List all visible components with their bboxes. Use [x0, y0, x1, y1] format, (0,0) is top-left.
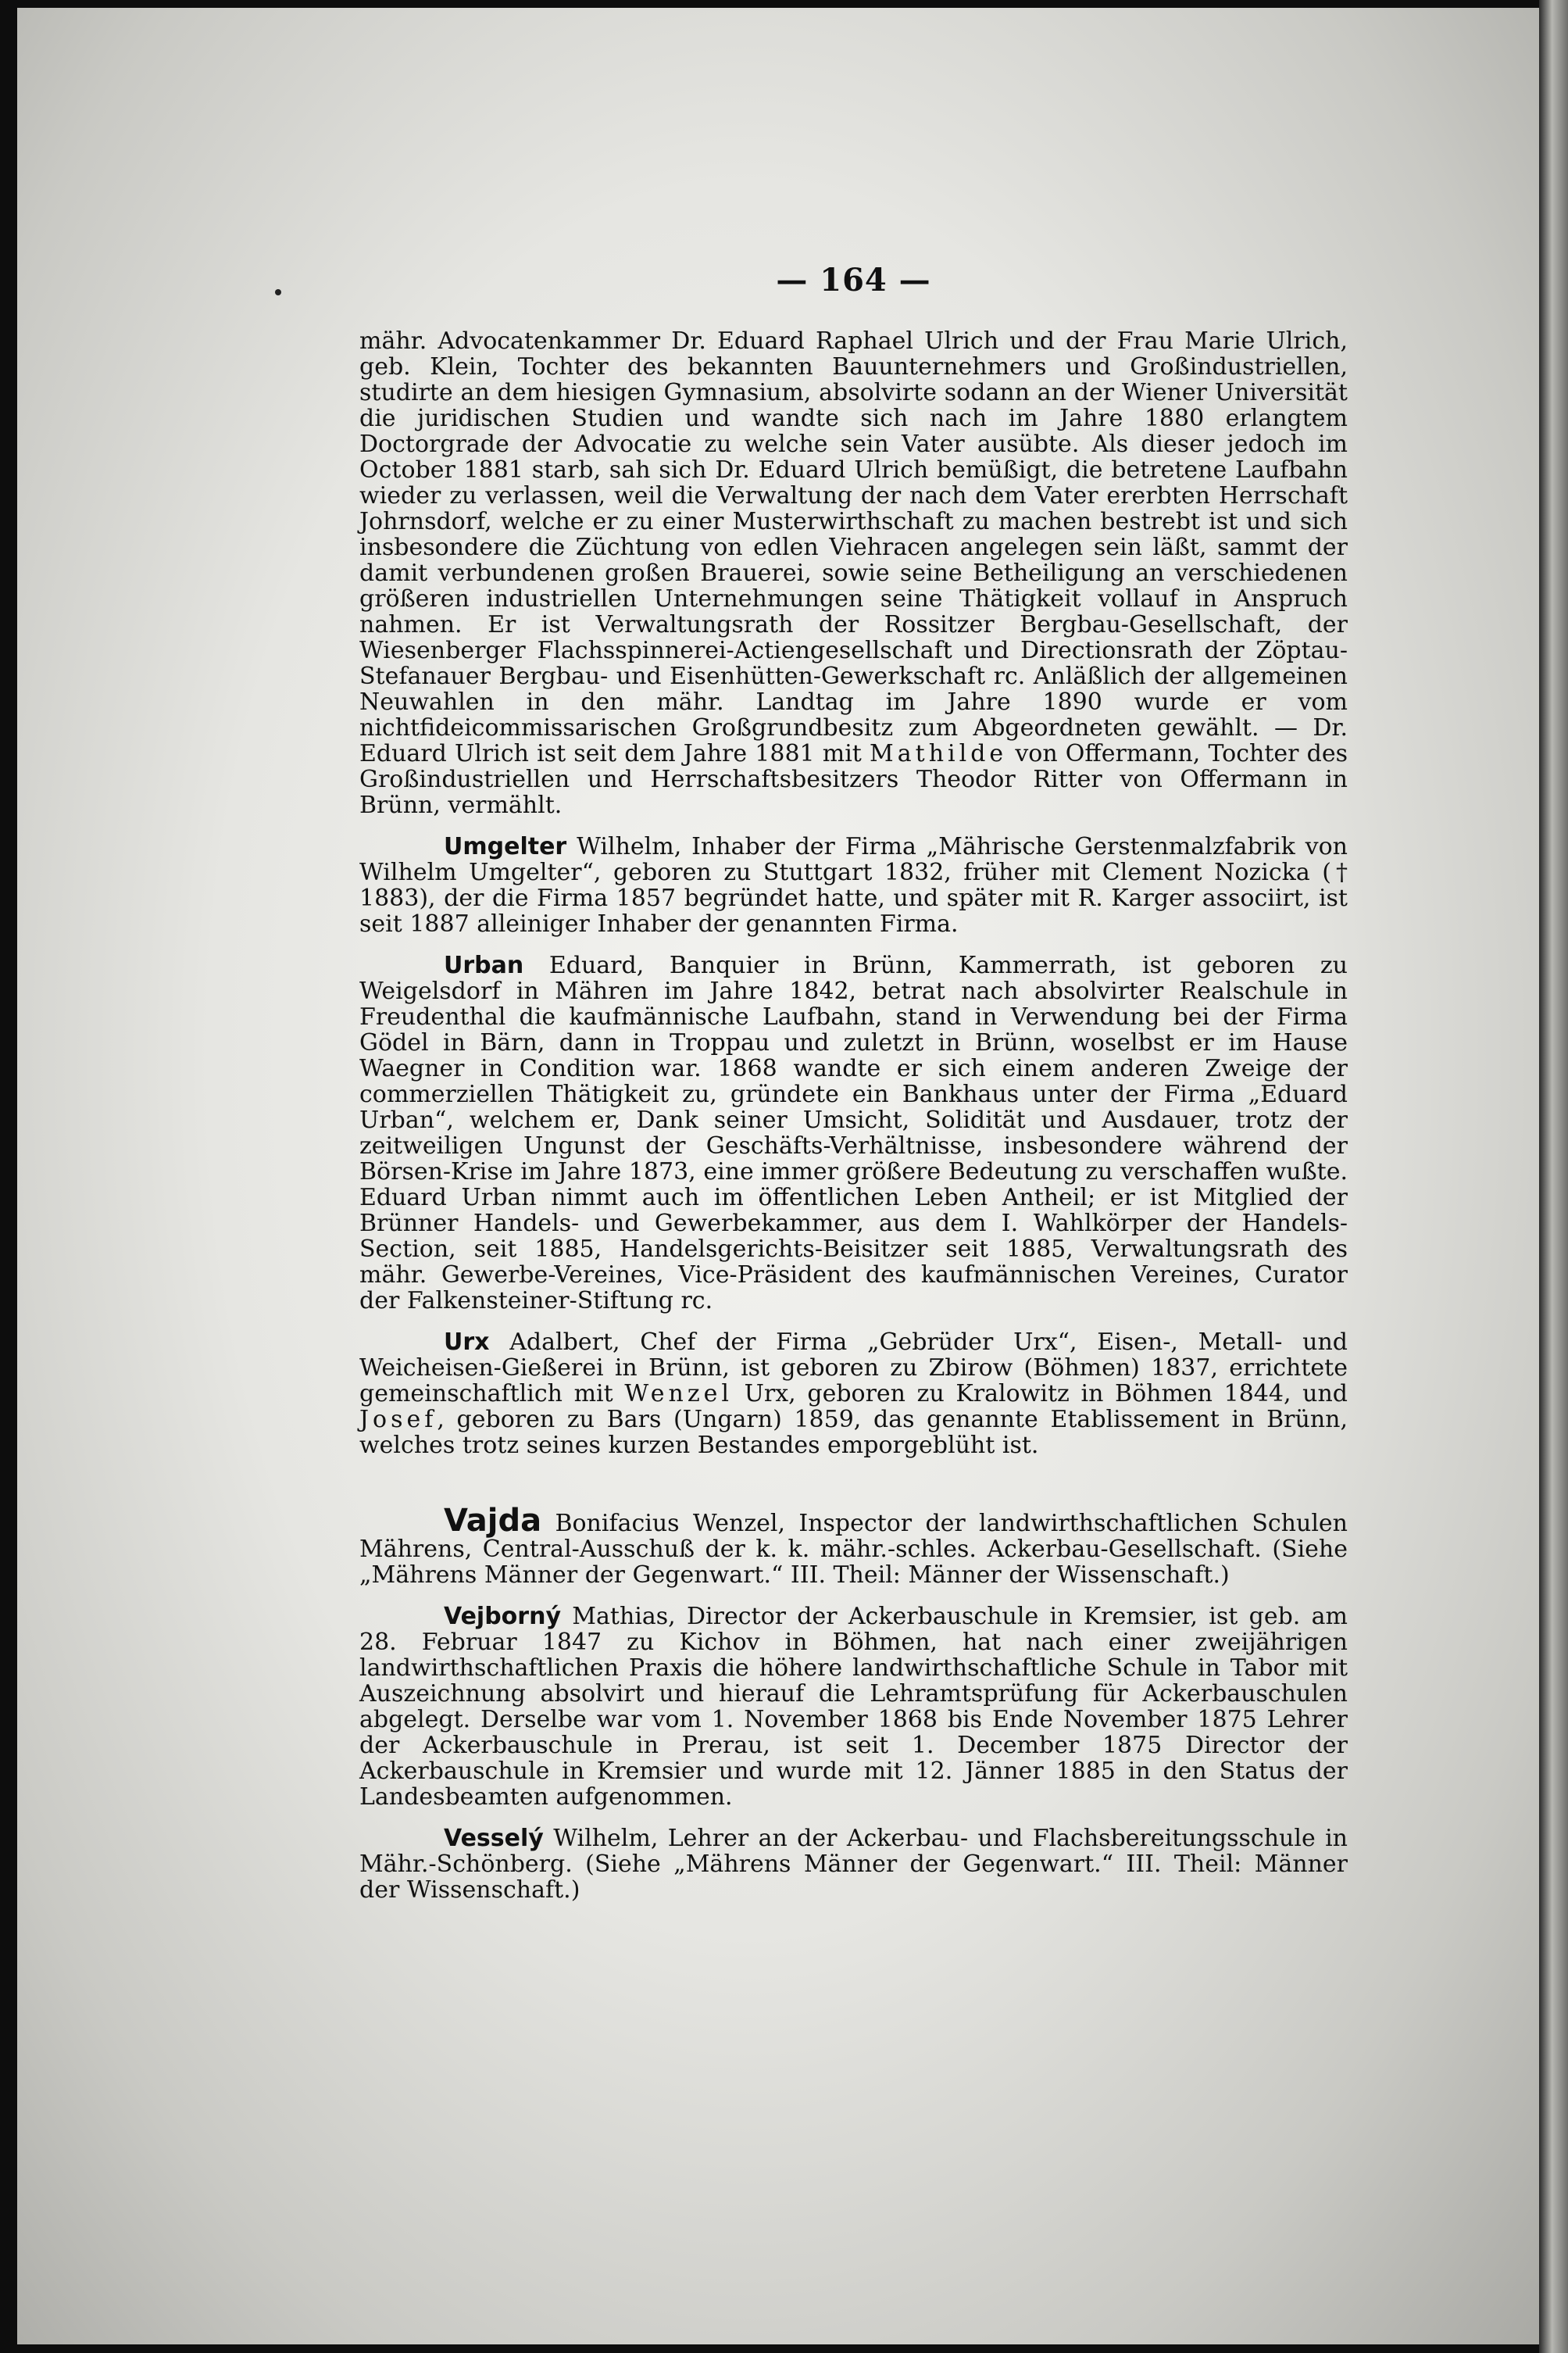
- entry-urban: [359, 953, 1348, 1314]
- entry-text-after: , geboren zu Bars (Ungarn) 1859, das genannte Etablissement in Brünn, welches trotz seines kurzen Bestandes emporgeblüht ist.: [359, 1406, 1348, 1459]
- margin-dot: [275, 289, 281, 295]
- text-block: [359, 262, 1348, 1919]
- page-number: — 164 —: [776, 262, 931, 299]
- entry-text: Eduard, Banquier in Brünn, Kammerrath, ist geboren zu Weigelsdorf in Mähren im Jahre 1842, betrat nach absolvirter Realschule in Freudenthal die kaufmännische Laufbahn, stand in Verwendung bei der Firma Gödel in Bärn, dann in Troppau und zuletzt in Brünn, woselbst er im Hause Waegner in Condition war. 1868 wandte er sich einem anderen Zweige der commerziellen Thätigkeit zu, gründete ein Bankhaus unter der Firma „Eduard Urban“, welchem er, Dank seiner Umsicht, Solidität und Ausdauer, trotz der zeitweiligen Ungunst der Geschäfts-Verhältnisse, insbesondere während der Börsen-Krise im Jahre 1873, eine immer größere Bedeutung zu verschaffen wußte. Eduard Urban nimmt auch im öffentlichen Leben Antheil; er ist Mitglied der Brünner Handels- und Gewerbekammer, aus dem I. Wahlkörper der Handels-Section, seit 1885, Handelsgerichts-Beisitzer seit 1885, Verwaltungsrath des mähr. Gewerbe-Vereines, Vice-Präsident des kaufmännischen Vereines, Curator der Falkensteiner-Stiftung rc.: [359, 952, 1348, 1314]
- entry-umgelter: [359, 834, 1348, 937]
- entry-ulrich-continued: [359, 328, 1348, 818]
- entry-name: Urban: [444, 952, 524, 979]
- spaced-name: Wenzel: [624, 1380, 733, 1407]
- entry-text: Bonifacius Wenzel, Inspector der landwirthschaftlichen Schulen Mährens, Central-Ausschuß der k. k. mähr.-schles. Ackerbau-Gesellschaft. (Siehe „Mährens Männer der Gegenwart.“ III. Theil: Männer der Wissenschaft.): [359, 1510, 1348, 1589]
- entry-vejborny: [359, 1604, 1348, 1810]
- entry-text: Mathias, Director der Ackerbauschule in Kremsier, ist geb. am 28. Februar 1847 zu Kichov in Böhmen, hat nach einer zweijährigen landwirthschaftlichen Praxis die höhere landwirthschaftliche Schule in Tabor mit Auszeichnung absolvirt und hierauf die Lehramtsprüfung für Ackerbauschulen abgelegt. Derselbe war vom 1. November 1868 bis Ende November 1875 Lehrer der Ackerbauschule in Prerau, ist seit 1. December 1875 Director der Ackerbauschule in Kremsier und wurde mit 12. Jänner 1885 in den Status der Landesbeamten aufgenommen.: [359, 1603, 1348, 1811]
- book-page: [17, 8, 1539, 2344]
- entry-urx: [359, 1329, 1348, 1458]
- entry-name: Urx: [444, 1328, 490, 1356]
- entry-text: Wilhelm, Inhaber der Firma „Mährische Gerstenmalzfabrik von Wilhelm Umgelter“, geboren zu Stuttgart 1832, früher mit Clement Nozicka († 1883), der die Firma 1857 begründet hatte, und später mit R. Karger associirt, ist seit 1887 alleiniger Inhaber der genannten Firma.: [359, 833, 1348, 938]
- entry-text: mähr. Advocatenkammer Dr. Eduard Raphael Ulrich und der Frau Marie Ulrich, geb. Klein, Tochter des bekannten Bauunternehmers und Großindustriellen, studirte an dem hiesigen Gymnasium, absolvirte sodann an der Wiener Universität die juridischen Studien und wandte sich nach im Jahre 1880 erlangtem Doctorgrade der Advocatie zu welche sein Vater ausübte. Als dieser jedoch im October 1881 starb, sah sich Dr. Eduard Ulrich bemüßigt, die betretene Laufbahn wieder zu verlassen, weil die Verwaltung der nach dem Vater ererbten Herrschaft Johrnsdorf, welche er zu einer Musterwirthschaft zu machen bestrebt ist und sich insbesondere die Züchtung von edlen Viehracen angelegen sein läßt, sammt der damit verbundenen großen Brauerei, sowie seine Betheiligung an verschiedenen größeren industriellen Unternehmungen seine Thätigkeit vollauf in Anspruch nahmen. Er ist Verwaltungsrath der Rossitzer Bergbau-Gesellschaft, der Wiesenberger Flachsspinnerei-Actiengesellschaft und Directionsrath der Zöptau-Stefanauer Bergbau- und Eisenhütten-Gewerkschaft rc. Anläßlich der allgemeinen Neuwahlen in den mähr. Landtag im Jahre 1890 wurde er vom nichtfideicommissarischen Großgrundbesitz zum Abgeordneten gewählt. — Dr. Eduard Ulrich ist seit dem Jahre 1881 mit: [359, 327, 1348, 767]
- entry-text-after: von Offermann, Tochter des Großindustriellen und Herrschaftsbesitzers Theodor Ritter von Offermann in Brünn, vermählt.: [359, 740, 1348, 819]
- entry-name: Vesselý: [444, 1825, 544, 1852]
- entry-vajda: [359, 1503, 1348, 1589]
- entry-vessely: [359, 1826, 1348, 1903]
- entry-name: Vejborný: [444, 1603, 561, 1630]
- entry-text-mid: Urx, geboren zu Kralowitz in Böhmen 1844, und: [744, 1380, 1348, 1407]
- page-edge: [1539, 0, 1568, 2353]
- entry-text: Wilhelm, Lehrer an der Ackerbau- und Flachsbereitungsschule in Mähr.-Schönberg. (Siehe „Mährens Männer der Gegenwart.“ III. Theil: Männer der Wissenschaft.): [359, 1825, 1348, 1904]
- spaced-name: Mathilde: [870, 740, 1008, 767]
- spaced-name: Josef: [359, 1406, 438, 1433]
- entry-name: Umgelter: [444, 833, 567, 860]
- entry-text: Adalbert, Chef der Firma „Gebrüder Urx“, Eisen-, Metall- und Weicheisen-Gießerei in Brünn, ist geboren zu Zbirow (Böhmen) 1837, errichtete gemeinschaftlich mit: [359, 1328, 1348, 1407]
- entry-name: Vajda: [444, 1503, 542, 1539]
